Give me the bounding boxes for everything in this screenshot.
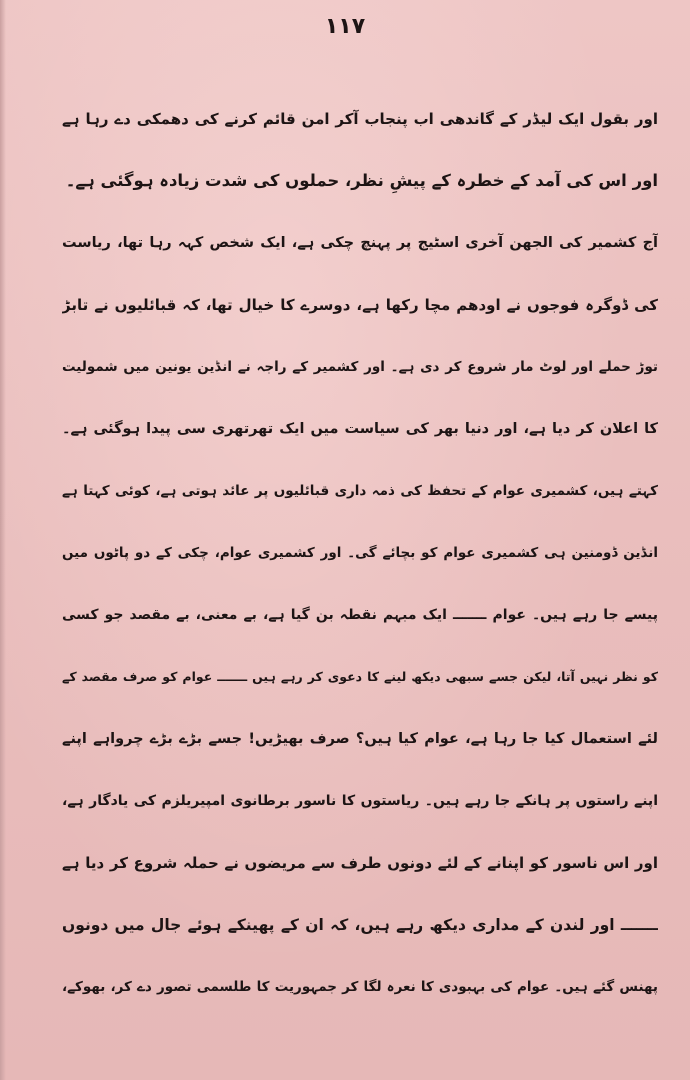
text-line: کی ڈوگرہ فوجوں نے اودھم مچا رکھا ہے، دوسرے کا خیال تھا، کہ قبائلیوں نے تابڑ — [62, 296, 658, 314]
text-line: اور اس ناسور کو اپنانے کے لئے دونوں طرف سے مریضوں نے حملہ شروع کر دیا ہے — [62, 854, 658, 872]
text-line: توڑ حملے اور لوٹ مار شروع کر دی ہے۔ اور کشمیر کے راجہ نے انڈین یونین میں شمولیت — [62, 359, 658, 375]
text-line: کو نظر نہیں آتا، لیکن جسے سبھی دیکھ لینے کا دعوی کر رہے ہیں ـــــــ عوام کو صرف مقصد کے — [62, 669, 658, 684]
text-line: کہتے ہیں، کشمیری عوام کے تحفظ کی ذمہ داری قبائلیوں پر عائد ہوتی ہے، کوئی کہتا ہے — [62, 483, 658, 499]
page-binding-edge — [0, 0, 6, 1080]
page-number: ۱۱۷ — [324, 14, 366, 39]
text-line: لئے استعمال کیا جا رہا ہے، عوام کیا ہیں؟ صرف بھیڑیں! جسے بڑے بڑے چرواہے اپنے — [62, 731, 658, 747]
text-line: اور بقول ایک لیڈر کے گاندھی اب پنجاب آکر امن قائم کرنے کی دھمکی دے رہا ہے — [62, 110, 658, 128]
text-line: ـــــــ اور لندن کے مداری دیکھ رہے ہیں، کہ ان کے پھینکے ہوئے جال میں دونوں — [62, 916, 658, 934]
text-line: اور اس کی آمد کے خطرہ کے پیشِ نظر، حملوں کی شدت زیادہ ہوگئی ہے۔ — [65, 171, 658, 190]
text-line: کا اعلان کر دیا ہے، اور دنیا بھر کی سیاست میں ایک تھرتھری سی پیدا ہوگئی ہے۔ — [62, 421, 658, 437]
page-body-text — [62, 88, 658, 1018]
text-line: انڈین ڈومنین ہی کشمیری عوام کو بچائے گی۔ اور کشمیری عوام، چکی کے دو پاٹوں میں — [62, 545, 658, 561]
text-line: آج کشمیر کی الجھن آخری اسٹیج پر پہنچ چکی ہے، ایک شخص کہہ رہا تھا، ریاست — [62, 235, 658, 251]
text-line: اپنے راستوں پر ہانکے جا رہے ہیں۔ ریاستوں کا ناسور برطانوی امپیریلزم کی یادگار ہے، — [62, 793, 658, 809]
text-line: پیسے جا رہے ہیں۔ عوام ـــــــ ایک مبہم نقطہ بن گیا ہے، بے معنی، بے مقصد جو کسی — [62, 607, 658, 623]
text-line: پھنس گئے ہیں۔ عوام کی بہبودی کا نعرہ لگا کر جمہوریت کا طلسمی تصور دے کر، بھوکے، — [62, 979, 658, 995]
